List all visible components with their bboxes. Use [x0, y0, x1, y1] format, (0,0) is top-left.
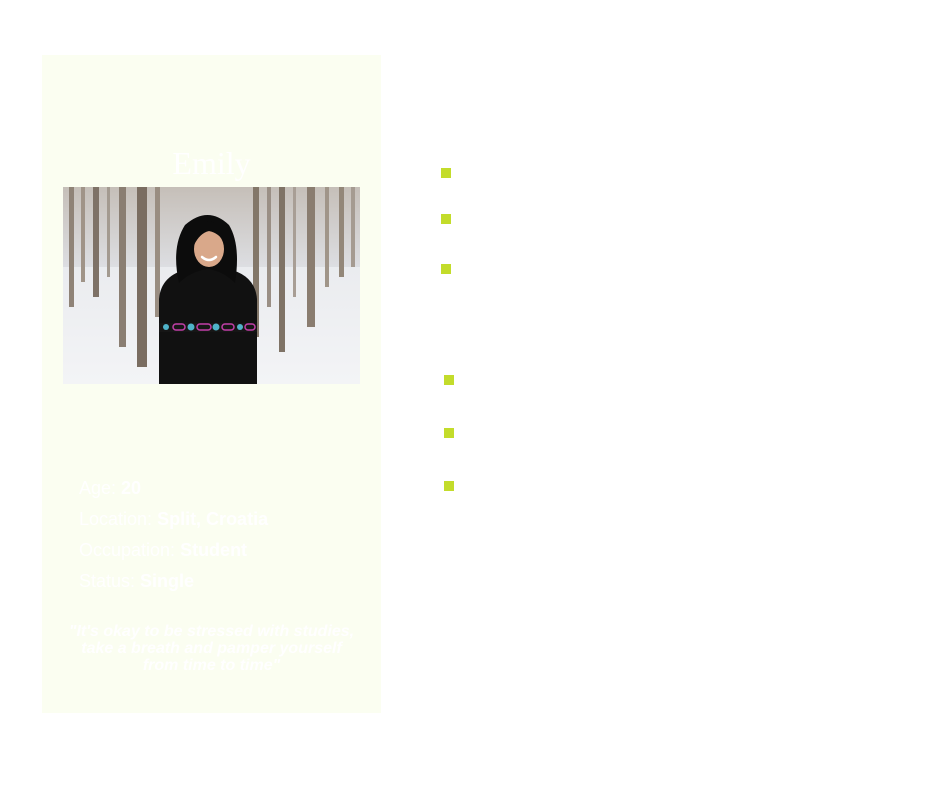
persona-quote: "It's okay to be stressed with studies, take a breath and pamper yourself from time to time"	[68, 623, 355, 674]
list-item	[444, 481, 454, 491]
fact-status	[79, 570, 268, 601]
fact-age-value: 20	[121, 478, 142, 498]
persona-name: Emily	[172, 145, 251, 181]
fact-occupation-value: Student	[180, 540, 248, 560]
persona-facts	[79, 477, 268, 601]
fact-status-label: Status:	[79, 571, 141, 591]
square-bullet-icon	[444, 481, 454, 491]
list-item	[444, 428, 454, 438]
persona-photo	[63, 187, 360, 384]
persona-card	[42, 55, 381, 713]
fact-age	[79, 477, 268, 508]
fact-age-label: Age:	[79, 478, 122, 498]
fact-occupation	[79, 539, 268, 570]
fact-location	[79, 508, 268, 539]
square-bullet-icon	[441, 168, 451, 178]
square-bullet-icon	[441, 214, 451, 224]
square-bullet-icon	[441, 264, 451, 274]
list-item	[441, 264, 451, 274]
list-item	[441, 214, 451, 224]
square-bullet-icon	[444, 428, 454, 438]
list-item	[441, 168, 451, 178]
fact-occupation-label: Occupation:	[79, 540, 181, 560]
fact-status-value: Single	[140, 571, 195, 591]
fact-location-value: Split, Croatia	[157, 509, 269, 529]
fact-location-label: Location:	[79, 509, 158, 529]
list-item	[444, 375, 454, 385]
square-bullet-icon	[444, 375, 454, 385]
